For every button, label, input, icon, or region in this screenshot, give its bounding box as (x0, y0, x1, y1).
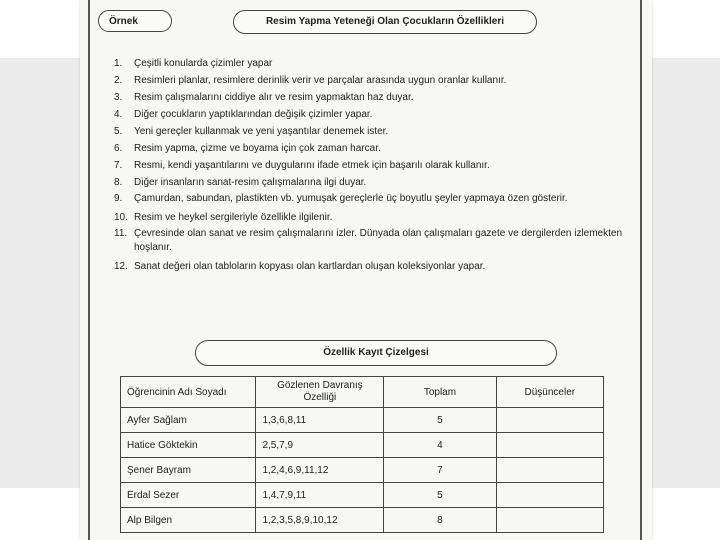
behavior-codes: 1,2,3,5,8,9,10,12 (256, 508, 384, 533)
item-text: Çamurdan, sabundan, plastikten vb. yumuşak gereçlerle üç boyutlu şeyler yapmaya özen gösterir. (134, 193, 568, 204)
item-number: 2. (114, 75, 123, 86)
list-item (114, 192, 629, 206)
list-item (114, 227, 629, 255)
header-observed-behavior: Gözlenen Davranış Özelliği (256, 377, 384, 408)
header-student-name: Öğrencinin Adı Soyadı (121, 377, 256, 408)
record-table (120, 376, 604, 533)
record-chart-title: Özellik Kayıt Çizelgesi (195, 340, 557, 366)
background-panel-right (652, 58, 720, 488)
list-item (114, 89, 629, 106)
item-number: 1. (114, 58, 123, 69)
student-name: Ayfer Sağlam (121, 408, 256, 433)
list-item (114, 72, 629, 89)
behavior-codes: 1,2,4,6,9,11,12 (256, 458, 384, 483)
header-total: Toplam (384, 377, 496, 408)
list-item (114, 209, 629, 226)
notes-cell (496, 458, 603, 483)
section-title: Resim Yapma Yeteneği Olan Çocukların Özellikleri (233, 10, 537, 34)
list-item (114, 258, 629, 275)
student-name: Şener Bayram (121, 458, 256, 483)
item-number: 6. (114, 143, 123, 154)
item-number: 10. (114, 212, 128, 223)
example-label: Örnek (98, 10, 172, 32)
table-row (121, 458, 604, 483)
student-name: Hatice Göktekin (121, 433, 256, 458)
list-item (114, 140, 629, 157)
document-page (80, 0, 652, 540)
behavior-codes: 1,4,7,9,11 (256, 483, 384, 508)
item-text: Resim ve heykel sergileriyle özellikle ilgilenir. (134, 212, 333, 223)
header-notes: Düşünceler (496, 377, 603, 408)
item-text: Sanat değeri olan tabloların kopyası olan kartlardan oluşan koleksiyonlar yapar. (134, 261, 486, 272)
behavior-total: 5 (384, 408, 496, 433)
behavior-total: 8 (384, 508, 496, 533)
item-text: Resim çalışmalarını ciddiye alır ve resim yapmaktan haz duyar. (134, 92, 414, 103)
item-text: Çevresinde olan sanat ve resim çalışmalarını izler. Dünyada olan çalışmaları gazete ve dergilerden izlemekten hoşlanır. (134, 228, 623, 253)
item-text: Resim yapma, çizme ve boyama için çok zaman harcar. (134, 143, 381, 154)
table-row (121, 508, 604, 533)
item-text: Diğer insanların sanat-resim çalışmalarına ilgi duyar. (134, 177, 367, 188)
item-text: Diğer çocukların yaptıklarından değişik çizimler yapar. (134, 109, 373, 120)
background-panel-left (0, 58, 82, 488)
behavior-total: 5 (384, 483, 496, 508)
student-name: Alp Bilgen (121, 508, 256, 533)
list-item (114, 157, 629, 174)
list-item (114, 174, 629, 191)
list-item (114, 106, 629, 123)
item-number: 11. (114, 228, 128, 239)
item-number: 7. (114, 160, 123, 171)
table-row (121, 408, 604, 433)
table-row (121, 483, 604, 508)
item-number: 4. (114, 109, 123, 120)
table-header-row (121, 377, 604, 408)
characteristics-list (114, 55, 629, 275)
notes-cell (496, 408, 603, 433)
item-number: 9. (114, 193, 123, 204)
item-text: Çeşitli konularda çizimler yapar (134, 58, 273, 69)
item-text: Yeni gereçler kullanmak ve yeni yaşantılar denemek ister. (134, 126, 389, 137)
list-item (114, 55, 629, 72)
behavior-total: 4 (384, 433, 496, 458)
item-number: 8. (114, 177, 123, 188)
behavior-total: 7 (384, 458, 496, 483)
list-item (114, 123, 629, 140)
item-text: Resimleri planlar, resimlere derinlik verir ve parçalar arasında uygun oranlar kullanır. (134, 75, 507, 86)
behavior-codes: 1,3,6,8,11 (256, 408, 384, 433)
table-row (121, 433, 604, 458)
student-name: Erdal Sezer (121, 483, 256, 508)
notes-cell (496, 483, 603, 508)
item-text: Resmi, kendi yaşantılarını ve duygularını ifade etmek için başarılı olarak kullanır. (134, 160, 490, 171)
notes-cell (496, 433, 603, 458)
notes-cell (496, 508, 603, 533)
item-number: 12. (114, 261, 128, 272)
item-number: 5. (114, 126, 123, 137)
item-number: 3. (114, 92, 123, 103)
behavior-codes: 2,5,7,9 (256, 433, 384, 458)
